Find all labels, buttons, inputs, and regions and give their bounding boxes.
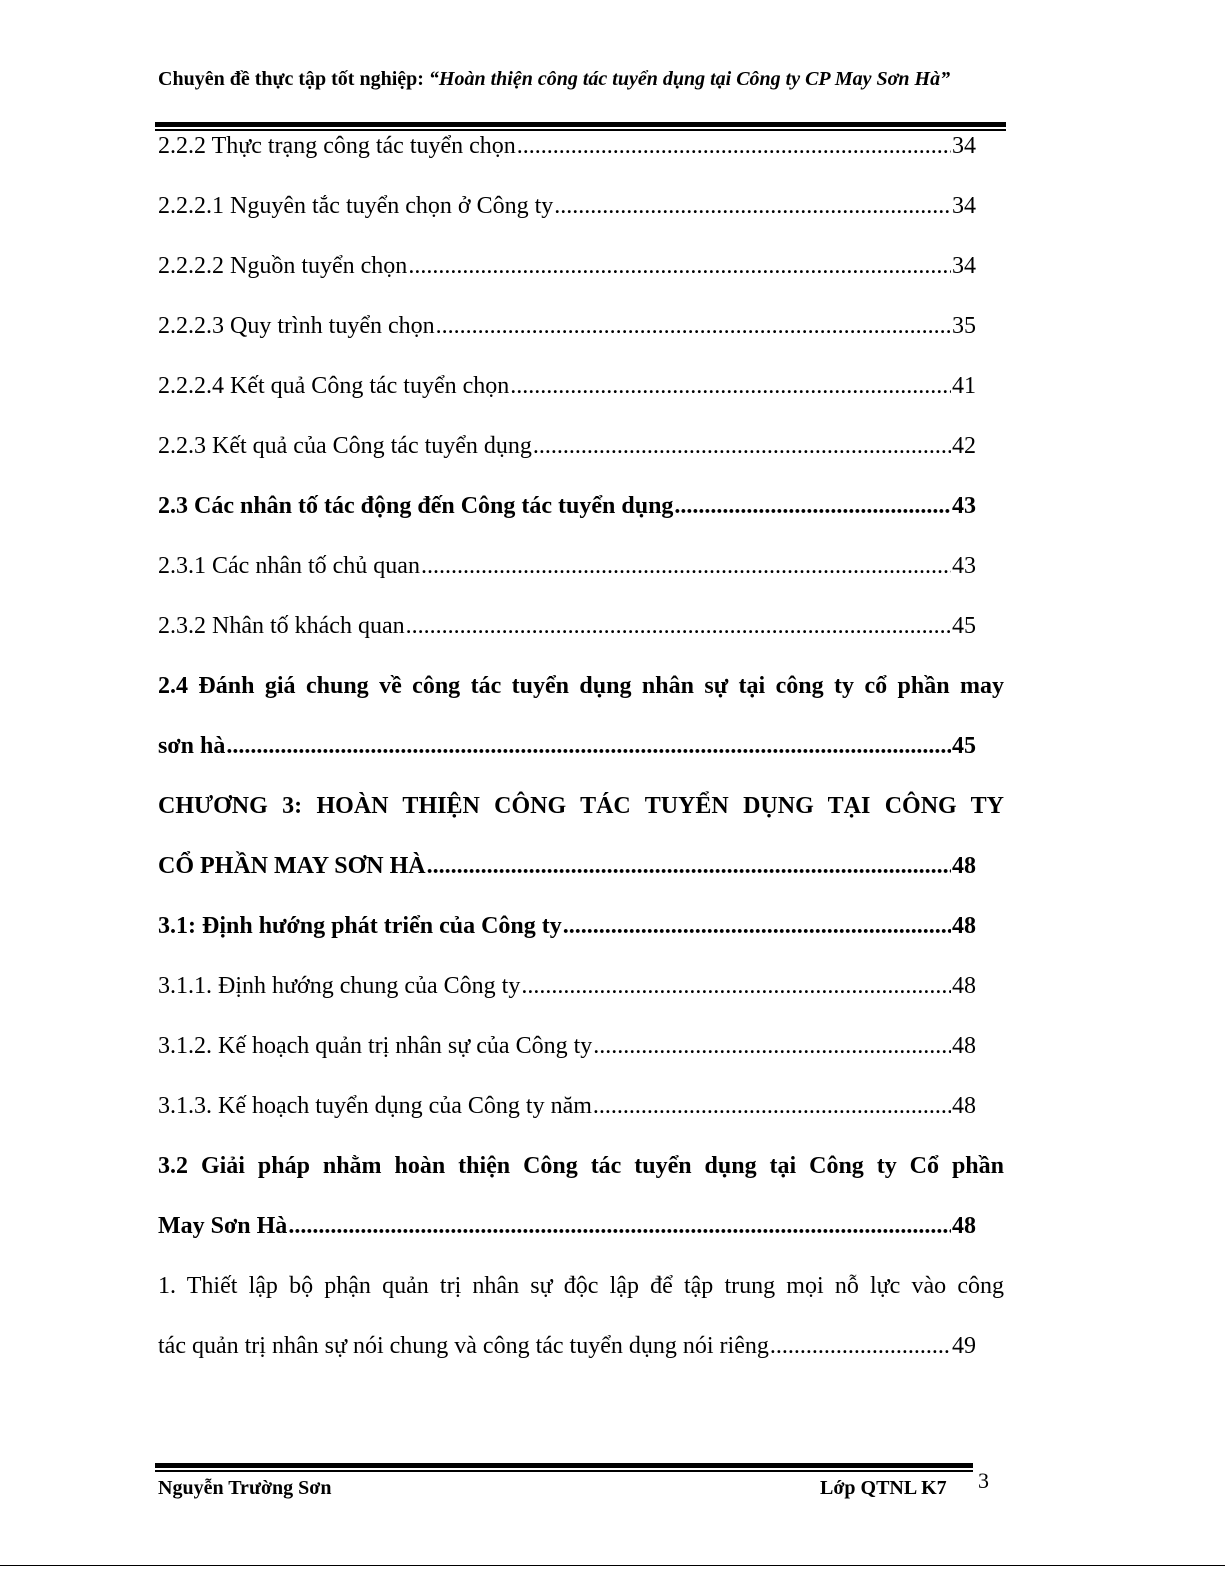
dot-leader bbox=[517, 116, 951, 176]
dot-leader bbox=[521, 956, 951, 1016]
header-title: “Hoàn thiện công tác tuyển dụng tại Công ty CP May Sơn Hà” bbox=[428, 68, 951, 90]
toc-entry-line1: CHƯƠNG 3: HOÀN THIỆN CÔNG TÁC TUYỂN DỤNG TẠI CÔNG TY bbox=[158, 793, 1004, 819]
toc-entry-2-4[interactable] bbox=[158, 656, 1004, 776]
toc-entry-page: 43 bbox=[952, 553, 976, 579]
toc-entry-page: 48 bbox=[952, 853, 976, 879]
dot-leader bbox=[408, 236, 951, 296]
toc-entry-3-1[interactable] bbox=[158, 896, 976, 956]
footer-rule-thick bbox=[155, 1463, 973, 1468]
toc-entry-page: 49 bbox=[952, 1333, 976, 1359]
footer-class: Lớp QTNL K7 bbox=[820, 1477, 947, 1499]
toc-entry-page: 43 bbox=[952, 493, 976, 519]
toc-entry-page: 45 bbox=[952, 733, 976, 759]
dot-leader bbox=[406, 596, 951, 656]
dot-leader bbox=[770, 1316, 951, 1376]
toc-entry-page: 34 bbox=[952, 253, 976, 279]
toc-entry-2-2-2-3[interactable] bbox=[158, 296, 976, 356]
toc-entry-line2 bbox=[158, 716, 976, 776]
toc-entry-page: 48 bbox=[952, 1033, 976, 1059]
footer-rule-thin bbox=[155, 1470, 973, 1472]
toc-entry-solution-1[interactable] bbox=[158, 1256, 1004, 1376]
dot-leader bbox=[226, 716, 951, 776]
toc-entry-line1: 2.4 Đánh giá chung về công tác tuyển dụng nhân sự tại công ty cổ phần may bbox=[158, 673, 1004, 699]
dot-leader bbox=[427, 836, 951, 896]
toc-entry-label: 2.3.2 Nhân tố khách quan bbox=[158, 613, 405, 639]
toc-entry-3-1-3[interactable] bbox=[158, 1076, 976, 1136]
header-prefix: Chuyên đề thực tập tốt nghiệp: bbox=[158, 68, 429, 90]
toc-entry-page: 48 bbox=[952, 973, 976, 999]
toc-entry-page: 48 bbox=[952, 1093, 976, 1119]
toc-entry-2-3-1[interactable] bbox=[158, 536, 976, 596]
toc-entry-chapter-3[interactable] bbox=[158, 776, 1004, 896]
toc-entry-label: 2.2.3 Kết quả của Công tác tuyển dụng bbox=[158, 433, 532, 459]
toc-entry-label: 2.3 Các nhân tố tác động đến Công tác tuyển dụng bbox=[158, 493, 674, 519]
dot-leader bbox=[554, 176, 951, 236]
toc-entry-page: 45 bbox=[952, 613, 976, 639]
toc-entry-2-3-2[interactable] bbox=[158, 596, 976, 656]
toc-entry-label: 2.2.2 Thực trạng công tác tuyển chọn bbox=[158, 133, 516, 159]
toc-entry-page: 35 bbox=[952, 313, 976, 339]
toc-entry-label: 2.2.2.3 Quy trình tuyển chọn bbox=[158, 313, 435, 339]
dot-leader bbox=[436, 296, 951, 356]
toc-entry-2-2-2-1[interactable] bbox=[158, 176, 976, 236]
toc-entry-label: 2.3.1 Các nhân tố chủ quan bbox=[158, 553, 420, 579]
dot-leader bbox=[533, 416, 951, 476]
toc-entry-2-2-2-4[interactable] bbox=[158, 356, 976, 416]
toc-entry-label: 3.1.3. Kế hoạch tuyển dụng của Công ty năm bbox=[158, 1093, 592, 1119]
toc-entry-line1: 1. Thiết lập bộ phận quản trị nhân sự độc lập để tập trung mọi nỗ lực vào công bbox=[158, 1273, 1004, 1299]
toc-entry-page: 41 bbox=[952, 373, 976, 399]
toc-entry-3-1-2[interactable] bbox=[158, 1016, 976, 1076]
table-of-contents bbox=[158, 116, 1004, 1376]
toc-entry-label: sơn hà bbox=[158, 733, 226, 759]
toc-entry-page: 34 bbox=[952, 193, 976, 219]
toc-entry-3-2[interactable] bbox=[158, 1136, 1004, 1256]
dot-leader bbox=[288, 1196, 951, 1256]
dot-leader bbox=[674, 476, 951, 536]
dot-leader bbox=[563, 896, 951, 956]
toc-entry-page: 34 bbox=[952, 133, 976, 159]
dot-leader bbox=[510, 356, 951, 416]
toc-entry-3-1-1[interactable] bbox=[158, 956, 976, 1016]
toc-entry-2-2-2[interactable] bbox=[158, 116, 976, 176]
toc-entry-2-2-2-2[interactable] bbox=[158, 236, 976, 296]
toc-entry-label: CỔ PHẦN MAY SƠN HÀ bbox=[158, 853, 426, 879]
footer-author: Nguyễn Trường Sơn bbox=[158, 1477, 332, 1499]
toc-entry-page: 48 bbox=[952, 913, 976, 939]
toc-entry-line1: 3.2 Giải pháp nhằm hoàn thiện Công tác tuyển dụng tại Công ty Cổ phần bbox=[158, 1153, 1004, 1179]
toc-entry-label: 3.1.1. Định hướng chung của Công ty bbox=[158, 973, 521, 999]
page-number: 3 bbox=[978, 1468, 989, 1493]
dot-leader bbox=[593, 1076, 951, 1136]
dot-leader bbox=[421, 536, 951, 596]
toc-entry-line2 bbox=[158, 1196, 976, 1256]
toc-entry-page: 42 bbox=[952, 433, 976, 459]
toc-entry-label: 2.2.2.4 Kết quả Công tác tuyển chọn bbox=[158, 373, 510, 399]
toc-entry-line2 bbox=[158, 1316, 976, 1376]
dot-leader bbox=[593, 1016, 951, 1076]
toc-entry-label: tác quản trị nhân sự nói chung và công tác tuyển dụng nói riêng bbox=[158, 1333, 769, 1359]
page-edge-line bbox=[0, 1565, 1225, 1566]
toc-entry-2-2-3[interactable] bbox=[158, 416, 976, 476]
toc-entry-label: May Sơn Hà bbox=[158, 1213, 288, 1239]
toc-entry-label: 3.1: Định hướng phát triển của Công ty bbox=[158, 913, 562, 939]
toc-entry-2-3[interactable] bbox=[158, 476, 976, 536]
toc-entry-page: 48 bbox=[952, 1213, 976, 1239]
running-header bbox=[158, 66, 1006, 93]
toc-entry-line2 bbox=[158, 836, 976, 896]
toc-entry-label: 2.2.2.1 Nguyên tắc tuyển chọn ở Công ty bbox=[158, 193, 554, 219]
toc-entry-label: 2.2.2.2 Nguồn tuyển chọn bbox=[158, 253, 408, 279]
toc-entry-label: 3.1.2. Kế hoạch quản trị nhân sự của Công ty bbox=[158, 1033, 593, 1059]
